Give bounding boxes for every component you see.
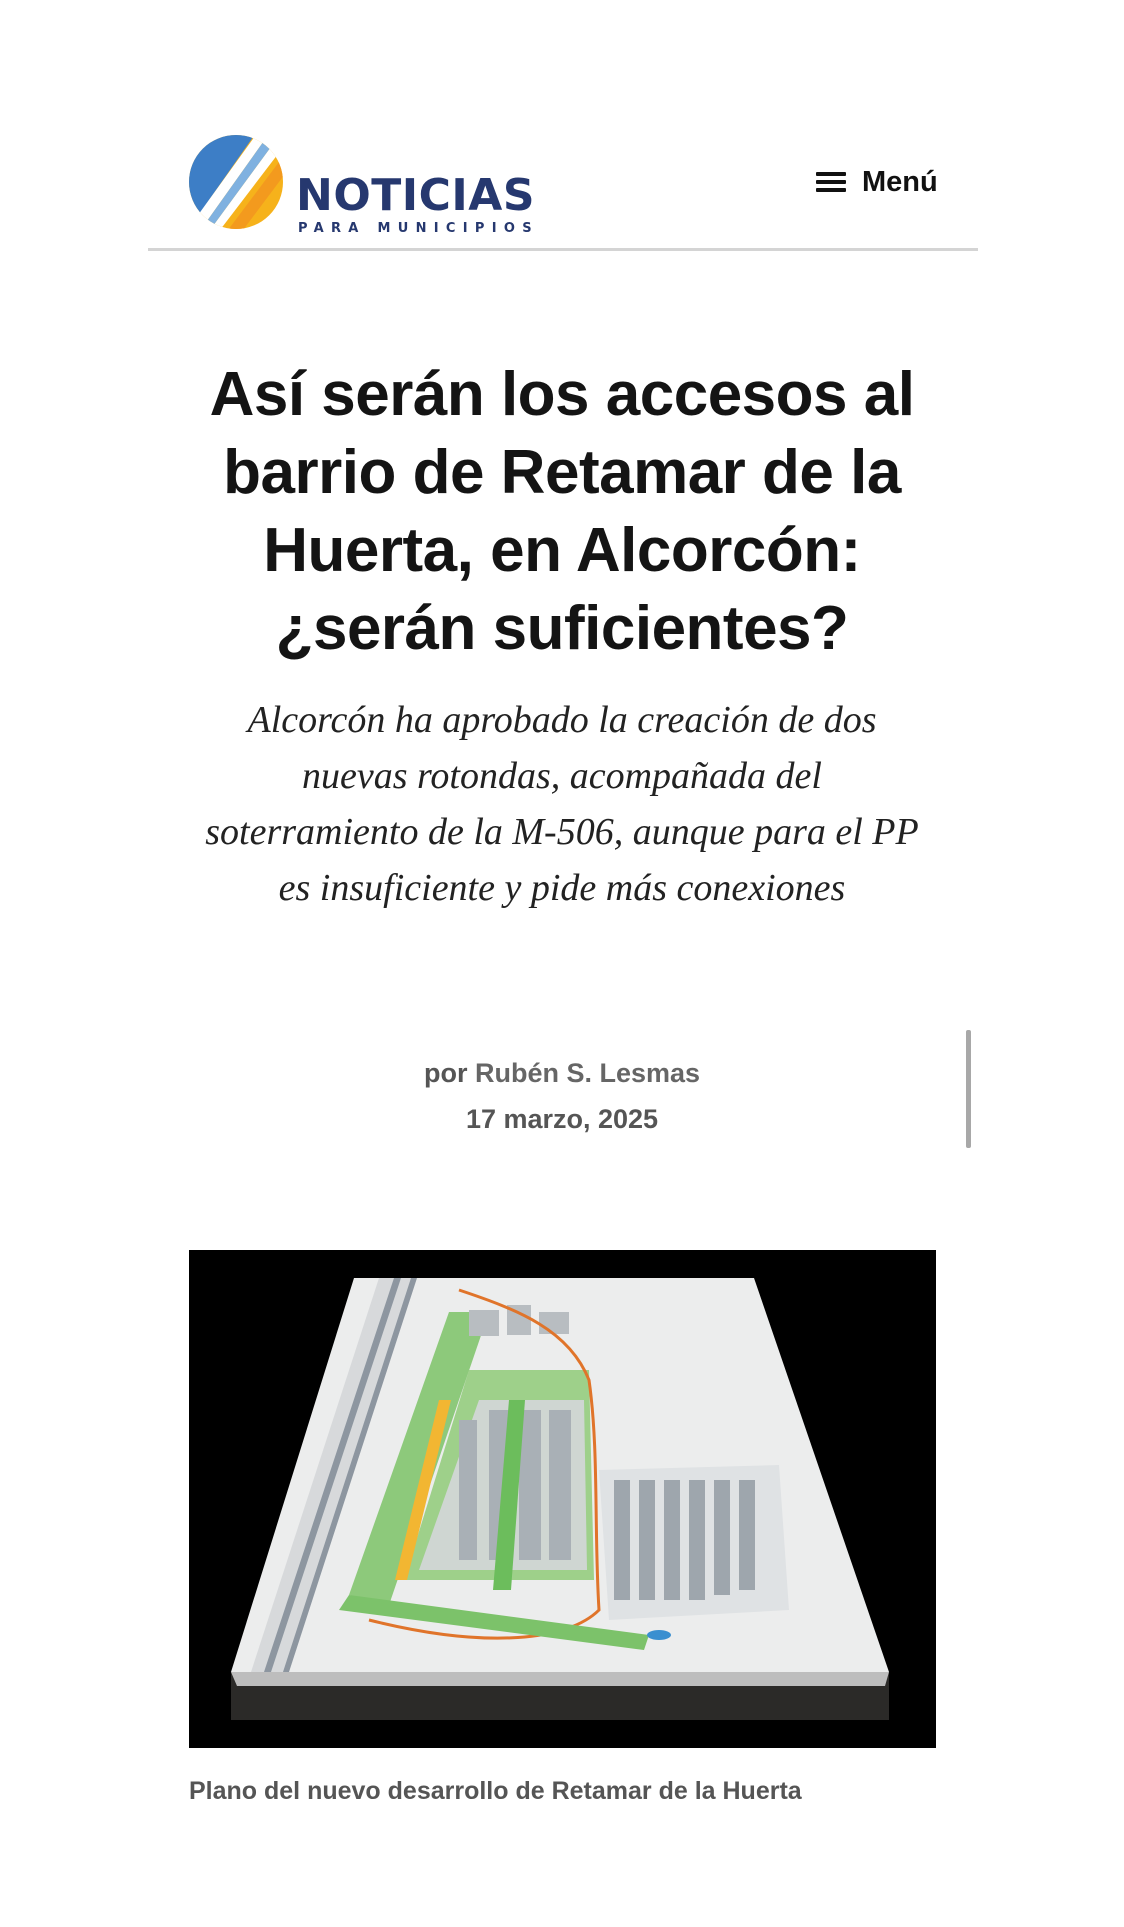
menu-label: Menú — [862, 165, 938, 198]
image-caption: Plano del nuevo desarrollo de Retamar de la Huerta — [189, 1777, 802, 1805]
article-image — [189, 1250, 936, 1748]
author-link[interactable]: Rubén S. Lesmas — [474, 1058, 701, 1088]
article-date: 17 marzo, 2025 — [465, 1104, 659, 1134]
byline-prefix: por — [423, 1058, 468, 1088]
logo-tagline: PARA MUNICIPIOS — [298, 221, 539, 236]
article-subtitle: Alcorcón ha aprobado la creación de dos nuevas rotondas, acompañada del soterramiento de la M-506, aunque para el PP es insuficiente y pide más conexiones — [205, 699, 919, 909]
article-byline — [312, 1058, 812, 1089]
article-headline: Así serán los accesos al barrio de Retamar de la Huerta, en Alcorcón: ¿serán suficientes? — [209, 360, 915, 663]
site-header — [148, 100, 978, 248]
menu-button[interactable] — [816, 164, 938, 200]
scrollbar-thumb[interactable] — [966, 1030, 971, 1148]
header-divider — [148, 248, 978, 251]
site-logo[interactable] — [188, 130, 558, 236]
logo-wordmark: NOTICIAS — [296, 170, 536, 221]
urban-model-illustration — [189, 1250, 936, 1748]
hamburger-menu-icon — [816, 170, 848, 194]
logo-mark-icon — [188, 130, 288, 230]
